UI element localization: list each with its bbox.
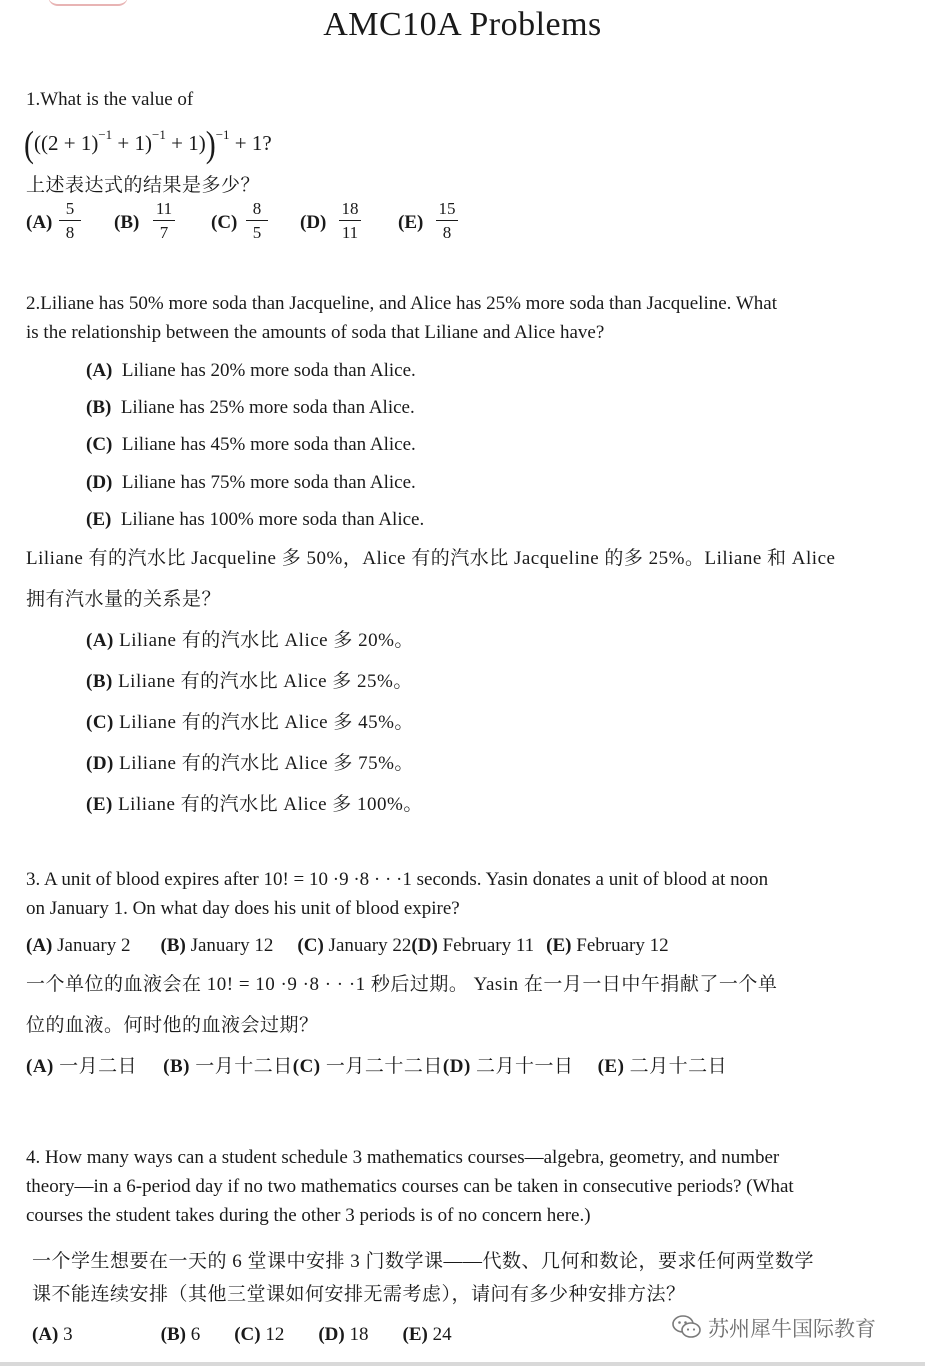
q3-choice-b: (B) January 12 <box>160 935 274 956</box>
q3-cn-choice-d: (D) 二月十一日 <box>442 1056 574 1077</box>
q2-cn-choice-b: (B) Liliane 有的汽水比 Alice 多 25%。 <box>86 671 413 692</box>
q1-expr-tail: + 1) <box>165 131 206 155</box>
q3-choice-a: (A) January 2 <box>26 935 131 956</box>
q3-cn-choice-b: (B) 一月十二日 <box>163 1056 293 1077</box>
q4-choice-b: (B) 6 <box>160 1324 201 1345</box>
q1-expr-e2: −1 <box>152 127 166 142</box>
q3-chinese-line-2: 位的血液。何时他的血液会过期？ <box>26 1015 319 1036</box>
q4-choice-d: (D) 18 <box>318 1324 369 1345</box>
q2-cn-choice-e: (E) Liliane 有的汽水比 Alice 多 100%。 <box>86 794 423 815</box>
document-page: AMC10A Problems 1.What is the value of $(((2 + 1)^{-1} + 1)^{-1} + 1))^{-1} + 1$? 上述表达式的结果是多少？ (A) 5 8 (B) 11 7 (C) 8 5 (D) 18 11 (E) 15 8 2.Liliane has 50% more soda than Jacqueline, and Alice has 25% more soda than Jacqueline. What is the relationship between the amounts of soda that Liliane and Alice have? (A) Liliane has 20% more soda than Alice. (B) Liliane has 25% more soda than Alice. (C) Liliane has 45% more soda than Alice. (D) Liliane has 75% more soda than Alice. (E) Liliane has 100% more soda than Alice. Liliane 有的汽水比 Jacqueline 多 50%，Alice 有的汽水比 Jacqueline 的多 25%。Liliane 和 Alice 拥有汽水量的关系是？ (A) Liliane 有的汽水比 Alice 多 20%。 (B) Liliane 有的汽水比 Alice 多 25%。 (C) Liliane 有的汽水比 Alice 多 45%。 (D) Liliane 有的汽水比 Alice 多 75%。 (E) Liliane 有的汽水比 Alice 多 100%。 3. A unit of blood expires after 10! = 10 ·9 ·8 · · ·1 seconds. Yasin donates a unit of blood at noon on January 1. On what day does his unit of blood expire? (A) January 2 (B) January 12 (C) January 22(D) February 11 (E) February 12 一个单位的血液会在 10! = 10 ·9 ·8 · · ·1 秒后过期。 Yasin 在一月一日中午捐献了一个单 位的血液。何时他的血液会过期？ (A) 一月二日 (B) 一月十二日(C) 一月二十二日(D) 二月十一日 (E) 二月十二日 4. How many ways can a student schedule 3 mathematics courses—algebra, geometry, and number theory—in a 6-period day if no two mathematics courses can be taken in consecutive periods? (What courses the student takes during the other 3 periods is of no concern here.) 一个学生想要在一天的 6 堂课中安排 3 门数学课——代数、几何和数论，要求任何两堂数学 课不能连续安排（其他三堂课如何安排无需考虑），请问有多少种安排方法？ (A) 3 (B) 6 (C) 12 (D) 18 (E) 24 苏州犀牛国际教育 <box>0 0 925 1366</box>
q2-choice-d: (D) Liliane has 75% more soda than Alice. <box>86 472 416 493</box>
q3-choice-c: (C) January 22 <box>297 935 412 956</box>
q2-line-2: is the relationship between the amounts of soda that Liliane and Alice have? <box>26 322 605 343</box>
q1-stem: 1.What is the value of <box>26 89 194 110</box>
q4-line-2: theory—in a 6-period day if no two mathematics courses can be taken in consecutive periods? (What <box>26 1176 794 1197</box>
q4-line-1: 4. How many ways can a student schedule 3 mathematics courses—algebra, geometry, and number <box>26 1147 780 1168</box>
q3-line-1: 3. A unit of blood expires after 10! = 10 ·9 ·8 · · ·1 seconds. Yasin donates a unit of blood at noon <box>26 869 769 890</box>
q2-choice-c: (C) Liliane has 45% more soda than Alice. <box>86 434 416 455</box>
q2-cn-choice-d: (D) Liliane 有的汽水比 Alice 多 75%。 <box>86 753 414 774</box>
q2-cn-choice-a: (A) Liliane 有的汽水比 Alice 多 20%。 <box>86 630 414 651</box>
q4-choice-c: (C) 12 <box>234 1324 285 1345</box>
q2-choice-b: (B) Liliane has 25% more soda than Alice. <box>86 397 415 418</box>
q3-cn-choices <box>26 1055 727 1079</box>
q4-chinese-line-1: 一个学生想要在一天的 6 堂课中安排 3 门数学课——代数、几何和数论，要求任何两堂数学 <box>32 1251 815 1272</box>
watermark-text: 苏州犀牛国际教育 <box>708 1317 876 1341</box>
q1-expr-mid: + 1) <box>112 131 153 155</box>
q1-expr-inner: ((2 + 1) <box>34 131 99 155</box>
bottom-divider <box>0 1362 925 1366</box>
q3-choice-d: (D) February 11 <box>411 935 535 956</box>
q3-choice-e: (E) February 12 <box>546 935 669 956</box>
q2-choice-e: (E) Liliane has 100% more soda than Alice. <box>86 509 425 530</box>
q2-line-1: 2.Liliane has 50% more soda than Jacqueline, and Alice has 25% more soda than Jacqueline. What <box>26 293 777 314</box>
q2-choice-a: (A) Liliane has 20% more soda than Alice. <box>86 360 416 381</box>
q4-chinese-line-2: 课不能连续安排（其他三堂课如何安排无需考虑），请问有多少种安排方法？ <box>32 1284 686 1305</box>
q2-chinese-line-1: Liliane 有的汽水比 Jacqueline 多 50%，Alice 有的汽水比 Jacqueline 的多 25%。Liliane 和 Alice <box>26 548 836 569</box>
q4-choice-a: (A) 3 <box>32 1324 73 1345</box>
q4-choices <box>32 1323 452 1347</box>
q1-expression: $(((2 + 1)^{-1} + 1)^{-1} + 1))^{-1} + 1$? <box>24 123 272 165</box>
wechat-icon <box>672 1314 702 1340</box>
q1-expr-end: + 1? <box>229 131 272 155</box>
q3-cn-choice-e: (E) 二月十二日 <box>597 1056 728 1077</box>
q4-choice-e: (E) 24 <box>402 1324 452 1345</box>
q3-choices <box>26 934 669 958</box>
q4-line-3: courses the student takes during the other 3 periods is of no concern here.) <box>26 1205 591 1226</box>
q1-chinese-stem: 上述表达式的结果是多少？ <box>26 175 261 196</box>
q2-cn-choice-c: (C) Liliane 有的汽水比 Alice 多 45%。 <box>86 712 414 733</box>
q2-chinese-line-2: 拥有汽水量的关系是？ <box>26 589 222 610</box>
page-title: AMC10A Problems <box>323 6 602 43</box>
q3-chinese-line-1: 一个单位的血液会在 10! = 10 ·9 ·8 · · ·1 秒后过期。 Yasin 在一月一日中午捐献了一个单 <box>26 974 778 995</box>
q1-expr-e1: −1 <box>98 127 113 142</box>
q3-cn-choice-c: (C) 一月二十二日 <box>292 1056 443 1077</box>
q3-line-2: on January 1. On what day does his unit of blood expire? <box>26 898 460 919</box>
q3-cn-choice-a: (A) 一月二日 <box>26 1056 138 1077</box>
q1-expr-e3: −1 <box>215 127 230 142</box>
